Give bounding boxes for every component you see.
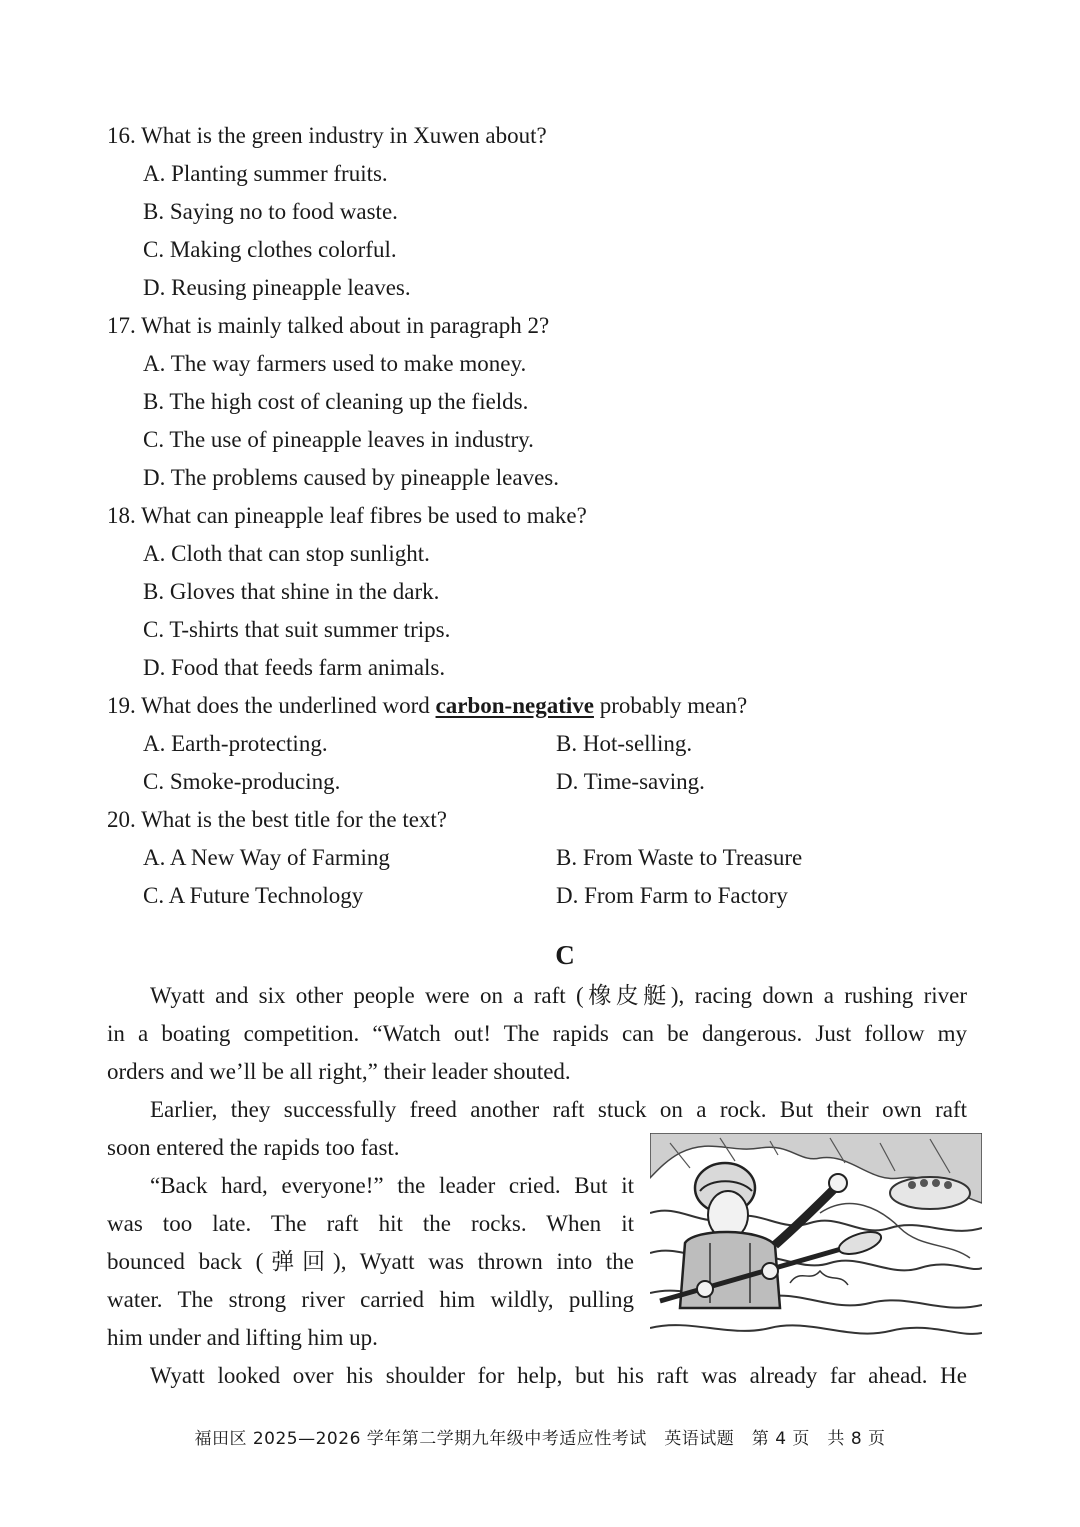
option-18c: C. T-shirts that suit summer trips. bbox=[143, 617, 451, 642]
option-19b: B. Hot-selling. bbox=[556, 731, 693, 756]
page-footer: 福田区 2025—2026 学年第二学期九年级中考适应性考试 英语试题 第 4 页 共 8 页 bbox=[194, 1429, 886, 1449]
paragraph-1-line-1: Wyatt and six other people were on a raft (橡皮艇), racing down a rushing river bbox=[150, 983, 967, 1008]
option-16b: B. Saying no to food waste. bbox=[143, 199, 398, 224]
paragraph-1-line-2: in a boating competition. “Watch out! The rapids can be dangerous. Just follow my bbox=[107, 1021, 967, 1046]
paragraph-4 bbox=[107, 1357, 967, 1395]
paragraph-3-line-4: water. The strong river carried him wildly, pulling bbox=[107, 1287, 634, 1312]
option-18b: B. Gloves that shine in the dark. bbox=[143, 579, 440, 604]
question-20: 20. What is the best title for the text? bbox=[107, 807, 448, 832]
option-19c: C. Smoke-producing. bbox=[143, 769, 341, 794]
option-17d: D. The problems caused by pineapple leaves. bbox=[143, 465, 559, 490]
paragraph-4-line-1: Wyatt looked over his shoulder for help, but his raft was already far ahead. He bbox=[150, 1363, 967, 1388]
option-17a: A. The way farmers used to make money. bbox=[143, 351, 527, 376]
rafting-illustration bbox=[650, 1133, 982, 1343]
option-18a: A. Cloth that can stop sunlight. bbox=[143, 541, 430, 566]
option-18d: D. Food that feeds farm animals. bbox=[143, 655, 446, 680]
paragraph-1-line-3: orders and we’ll be all right,” their leader shouted. bbox=[107, 1059, 571, 1084]
option-17c: C. The use of pineapple leaves in industry. bbox=[143, 427, 534, 452]
option-19d: D. Time-saving. bbox=[556, 769, 705, 794]
question-16: 16. What is the green industry in Xuwen about? bbox=[107, 123, 547, 148]
option-20c: C. A Future Technology bbox=[143, 883, 364, 908]
option-17b: B. The high cost of cleaning up the fields. bbox=[143, 389, 529, 414]
option-16d: D. Reusing pineapple leaves. bbox=[143, 275, 411, 300]
question-18: 18. What can pineapple leaf fibres be used to make? bbox=[107, 503, 587, 528]
paragraph-3-line-1: “Back hard, everyone!” the leader cried. But it bbox=[150, 1173, 634, 1198]
paragraph-1 bbox=[107, 977, 967, 1091]
question-19-stem-before: 19. What does the underlined word bbox=[107, 693, 436, 718]
section-heading-c: C bbox=[555, 940, 575, 970]
option-20a: A. A New Way of Farming bbox=[143, 845, 390, 870]
question-19 bbox=[107, 692, 747, 720]
option-20b: B. From Waste to Treasure bbox=[556, 845, 803, 870]
option-20d: D. From Farm to Factory bbox=[556, 883, 788, 908]
paragraph-3-line-5: him under and lifting him up. bbox=[107, 1325, 378, 1350]
question-17: 17. What is mainly talked about in paragraph 2? bbox=[107, 313, 550, 338]
paragraph-3 bbox=[107, 1167, 634, 1357]
option-19a: A. Earth-protecting. bbox=[143, 731, 328, 756]
paragraph-2-line-1: Earlier, they successfully freed another raft stuck on a rock. But their own raft bbox=[150, 1097, 967, 1122]
paragraph-2-line-2: soon entered the rapids too fast. bbox=[107, 1135, 400, 1160]
underlined-word: carbon-negative bbox=[435, 693, 594, 718]
question-19-stem-after: probably mean? bbox=[593, 693, 748, 718]
option-16a: A. Planting summer fruits. bbox=[143, 161, 388, 186]
paragraph-3-line-2: was too late. The raft hit the rocks. When it bbox=[107, 1211, 634, 1236]
paragraph-3-line-3: bounced back (弹回), Wyatt was thrown into the bbox=[107, 1249, 634, 1274]
option-16c: C. Making clothes colorful. bbox=[143, 237, 397, 262]
